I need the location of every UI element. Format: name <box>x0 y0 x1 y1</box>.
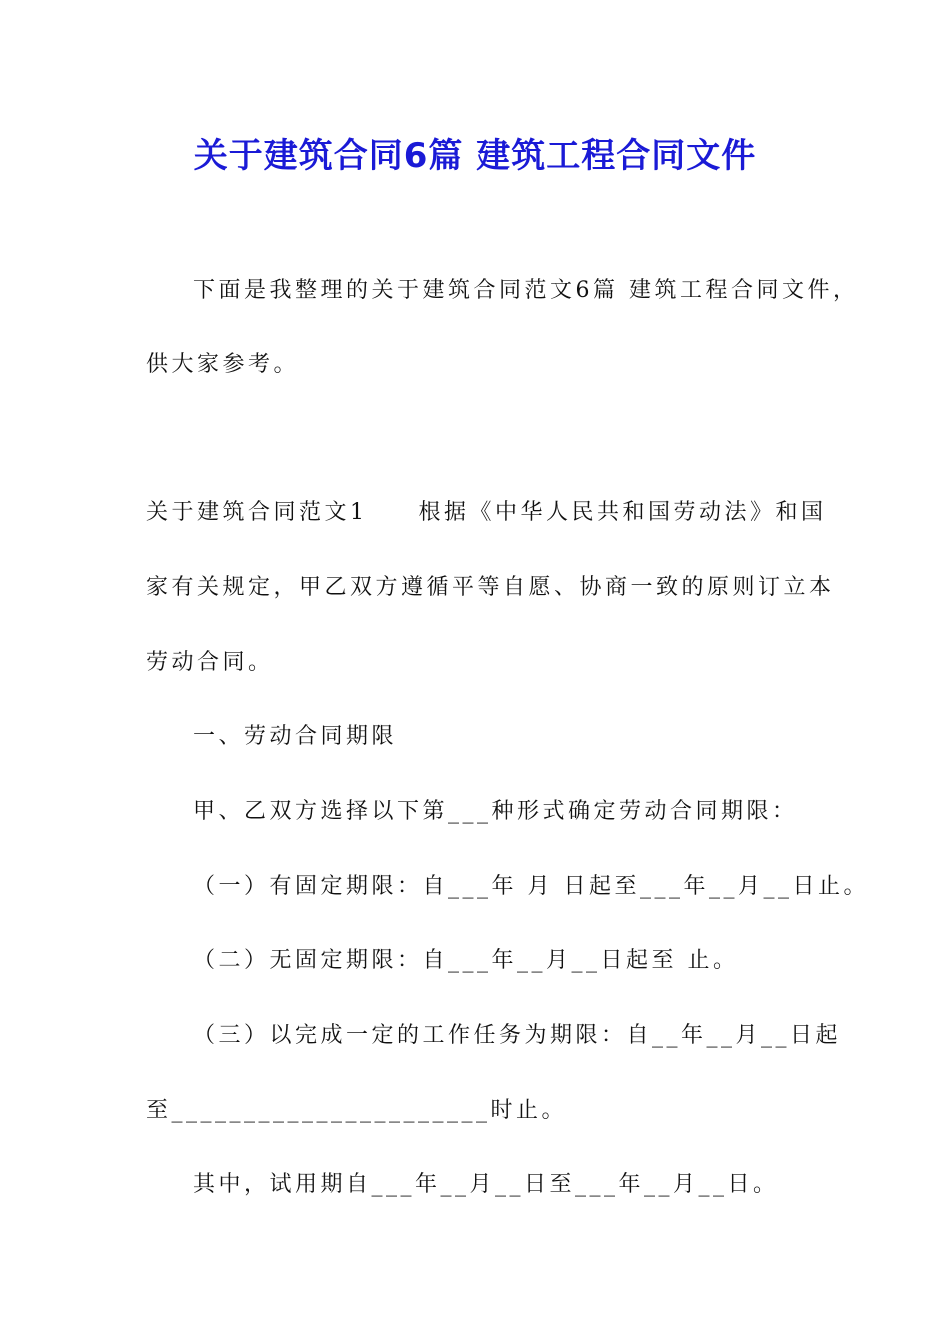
clause1-option3-line2: 至______________________时止。 <box>146 1098 568 1123</box>
clause1-choice: 甲、乙双方选择以下第___种形式确定劳动合同期限： <box>193 799 798 824</box>
clause1-option2: （二）无固定期限：自___年__月__日起至 止。 <box>193 948 739 973</box>
intro-line-1: 下面是我整理的关于建筑合同范文6篇 建筑工程合同文件， <box>193 278 859 303</box>
intro-line-2: 供大家参考。 <box>146 352 300 377</box>
clause1-heading: 一、劳动合同期限 <box>193 724 398 749</box>
section1-line-1: 关于建筑合同范文1 根据《中华人民共和国劳动法》和国 <box>146 500 827 525</box>
clause1-probation: 其中，试用期自___年__月__日至___年__月__日。 <box>193 1172 779 1197</box>
section1-line-2: 家有关规定，甲乙双方遵循平等自愿、协商一致的原则订立本 <box>146 575 835 600</box>
clause1-option3-line1: （三）以完成一定的工作任务为期限：自__年__月__日起 <box>193 1023 842 1048</box>
clause1-option1: （一）有固定期限：自___年 月 日起至___年__月__日止。 <box>193 874 869 899</box>
document-title: 关于建筑合同6篇 建筑工程合同文件 <box>193 136 757 176</box>
section1-line-3: 劳动合同。 <box>146 650 274 675</box>
